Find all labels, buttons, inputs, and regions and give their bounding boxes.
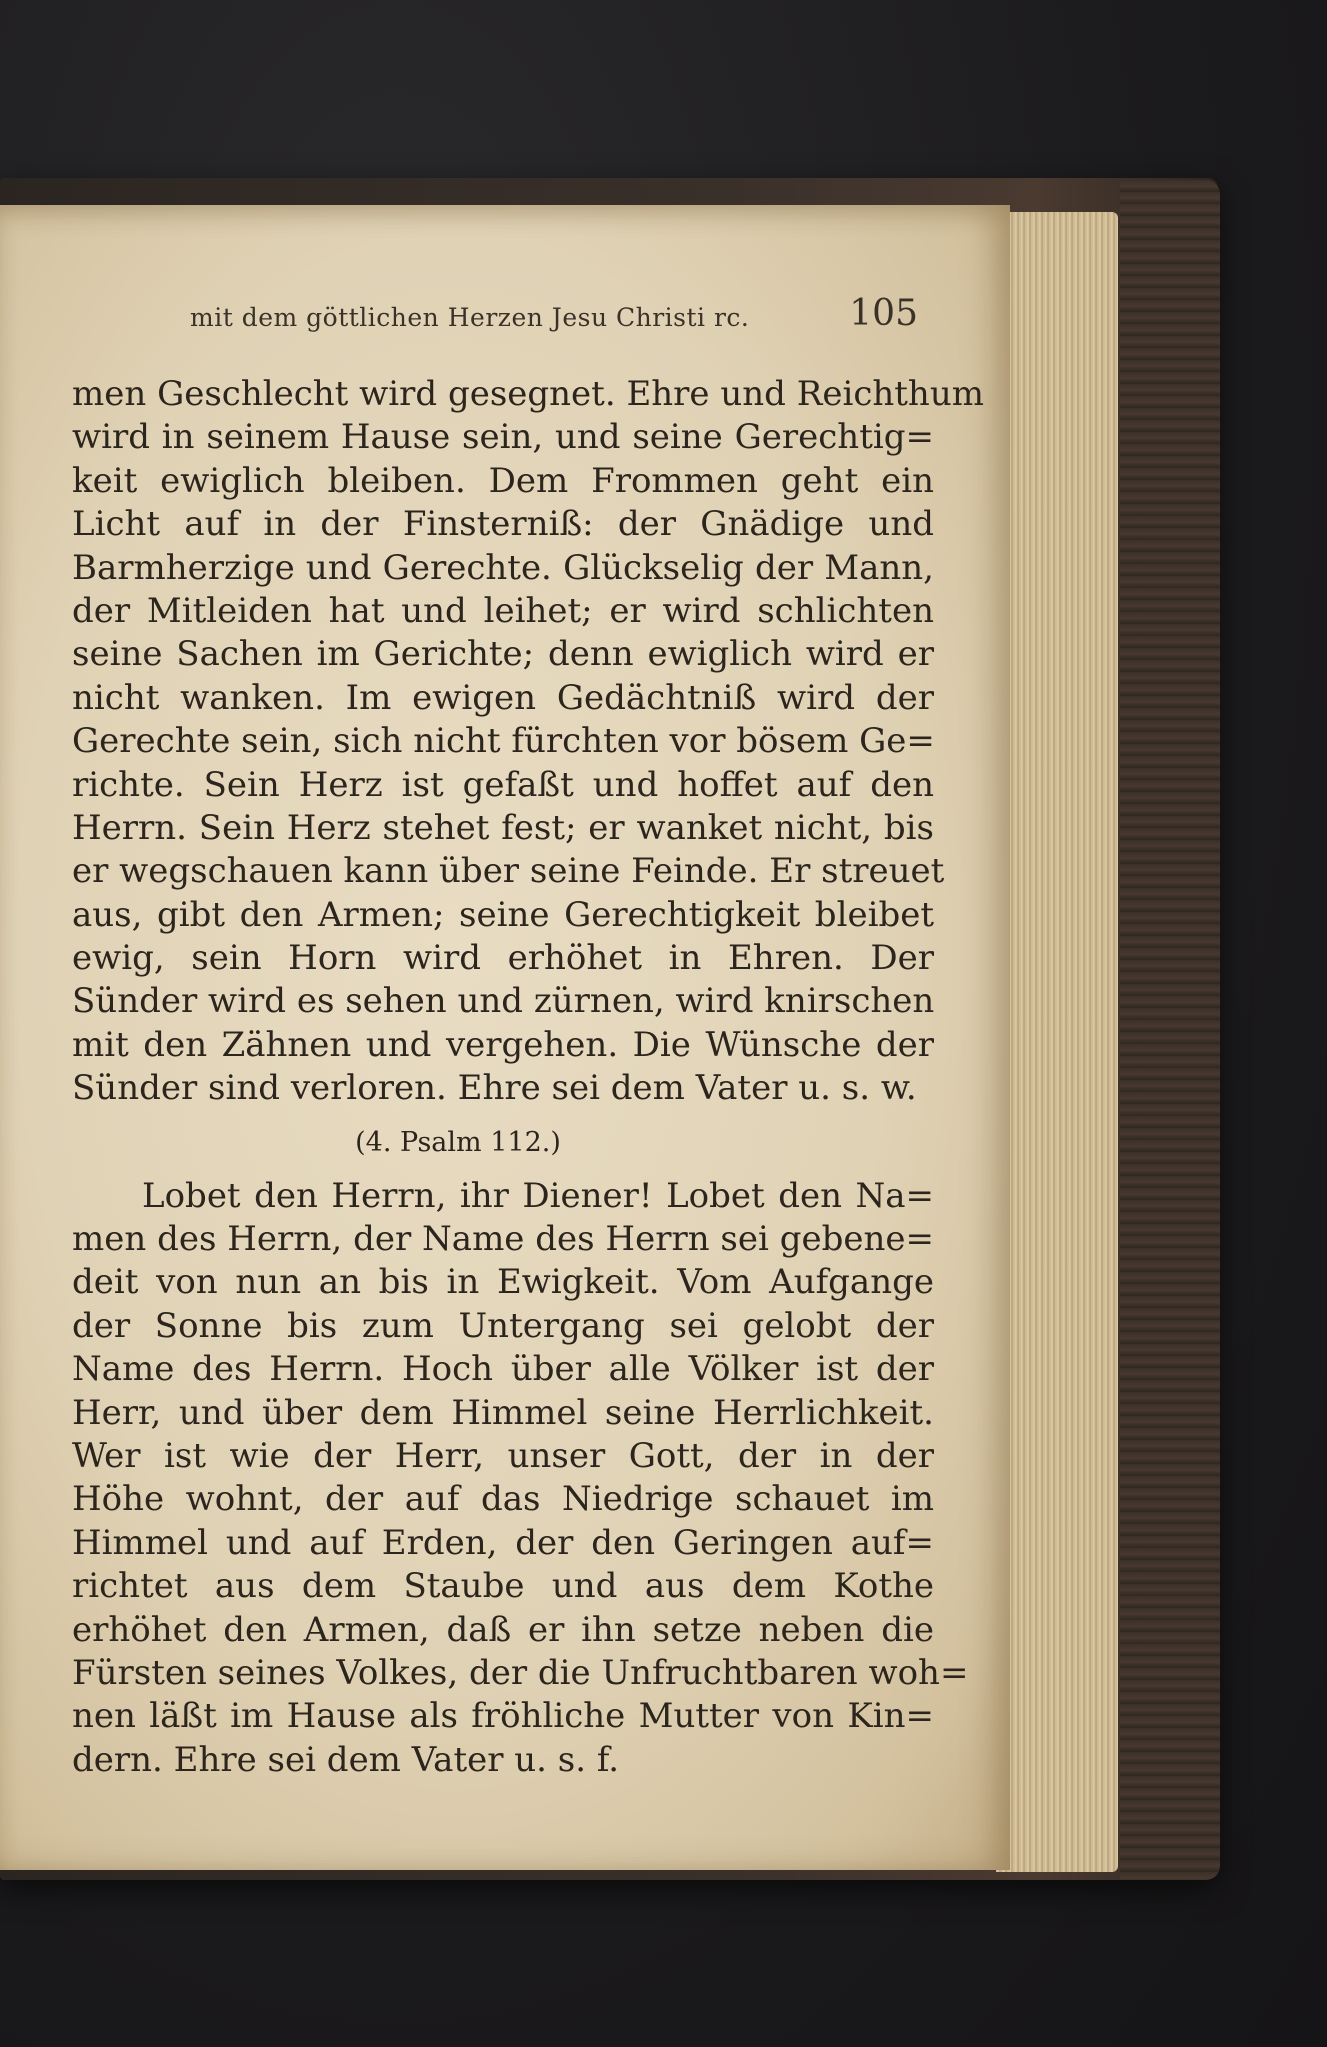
text-line: keit ewiglich bleiben. Dem Frommen geht ein [72,460,934,501]
text-line: Licht auf in der Finsterniß: der Gnädige und [72,504,934,545]
text-line: ewig, sein Horn wird erhöhet in Ehren. Der [72,938,934,979]
text-line: er wegschauen kann über seine Feinde. Er streuet [72,851,945,892]
text-line: richtet aus dem Staube und aus dem Kothe [72,1566,934,1607]
text-line: Herrn. Sein Herz stehet fest; er wanket nicht, bis [72,807,934,848]
text-line: erhöhet den Armen, daß er ihn setze neben die [72,1609,934,1650]
text-line: Wer ist wie der Herr, unser Gott, der in der [72,1435,934,1476]
text-line: Gerechte sein, sich nicht fürchten vor bösem Ge= [72,721,935,762]
text-line: Höhe wohnt, der auf das Niedrige schauet im [72,1479,934,1520]
text-line: richte. Sein Herz ist gefaßt und hoffet auf den [72,764,934,805]
text-line: deit von nun an bis in Ewigkeit. Vom Aufgange [72,1262,934,1303]
text-line: Herr, und über dem Himmel seine Herrlichkeit. [72,1392,934,1433]
running-head-title: mit dem göttlichen Herzen Jesu Christi rc. [190,303,750,332]
book-page [0,205,1010,1870]
text-line: Name des Herrn. Hoch über alle Völker ist der [72,1349,934,1390]
text-line: Fürsten seines Volkes, der die Unfruchtbaren woh= [72,1652,969,1693]
text-line: men Geschlecht wird gesegnet. Ehre und Reichthum [72,374,984,414]
text-line: mit den Zähnen und vergehen. Die Wünsche der [72,1024,934,1065]
page-number: 105 [849,293,918,334]
text-line: Sünder wird es sehen und zürnen, wird knirschen [72,981,935,1022]
text-line: aus, gibt den Armen; seine Gerechtigkeit bleibet [72,894,934,935]
body-text [72,373,984,1782]
text-line: nen läßt im Hause als fröhliche Mutter von Kin= [72,1696,934,1737]
text-line: seine Sachen im Gerichte; denn ewiglich wird er [72,634,934,675]
text-line: wird in seinem Hause sein, und seine Gerechtig= [72,417,934,458]
text-line: Lobet den Herrn, ihr Diener! Lobet den Na= [142,1175,934,1216]
text-line: men des Herrn, der Name des Herrn sei gebene= [72,1219,934,1260]
text-line: der Mitleiden hat und leihet; er wird schlichten [72,590,934,631]
text-line: der Sonne bis zum Untergang sei gelobt der [72,1305,934,1346]
text-line: nicht wanken. Im ewigen Gedächtniß wird der [72,677,934,718]
text-line: Barmherzige und Gerechte. Glückselig der Mann, [72,547,934,588]
text-line: dern. Ehre sei dem Vater u. s. f. [72,1739,620,1780]
psalm-heading: (4. Psalm 112.) [355,1126,561,1158]
text-line: Sünder sind verloren. Ehre sei dem Vater u. s. w. [72,1068,917,1109]
book-cover-edge [1120,180,1220,1880]
running-head [190,293,930,343]
page-edges [996,212,1118,1872]
text-line: Himmel und auf Erden, der den Geringen auf= [72,1522,934,1563]
